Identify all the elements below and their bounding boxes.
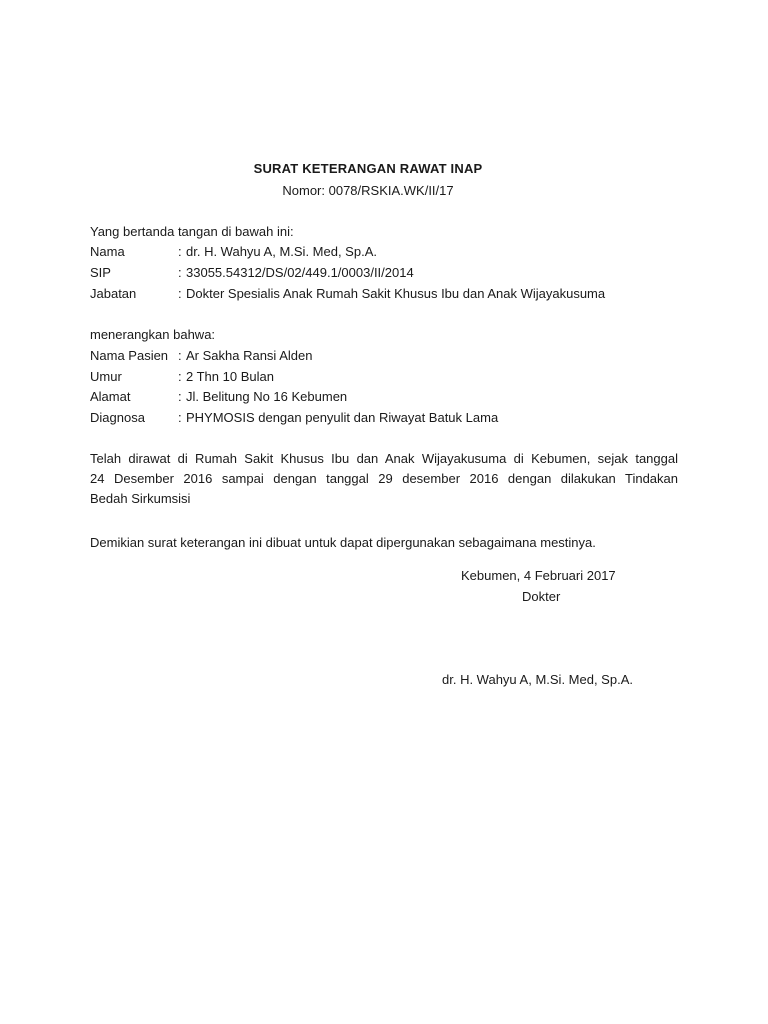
signature-name: dr. H. Wahyu A, M.Si. Med, Sp.A.	[442, 672, 633, 687]
field-value: PHYMOSIS dengan penyulit dan Riwayat Batuk Lama	[186, 410, 499, 425]
field-colon: :	[178, 369, 182, 384]
patient-diagnosis-row	[90, 410, 498, 425]
field-value: Dokter Spesialis Anak Rumah Sakit Khusus Ibu dan Anak Wijayakusuma	[186, 286, 606, 301]
field-value: Jl. Belitung No 16 Kebumen	[186, 389, 348, 404]
field-colon: :	[178, 348, 182, 363]
field-label: Jabatan	[90, 286, 137, 301]
field-label: Nama	[90, 244, 125, 259]
paragraph-line: 24 Desember 2016 sampai dengan tanggal 29 desember 2016 dengan dilakukan Tindakan	[90, 471, 678, 486]
field-colon: :	[178, 410, 182, 425]
letter-number: Nomor: 0078/RSKIA.WK/II/17	[282, 183, 454, 198]
signer-position-row	[90, 286, 605, 301]
treatment-paragraph	[90, 449, 678, 509]
intro-text: Yang bertanda tangan di bawah ini:	[90, 224, 294, 239]
field-colon: :	[178, 286, 182, 301]
field-label: Umur	[90, 369, 122, 384]
place-date: Kebumen, 4 Februari 2017	[461, 568, 616, 583]
paragraph-line: Bedah Sirkumsisi	[90, 491, 191, 506]
patient-name-row	[90, 348, 312, 363]
field-label: Diagnosa	[90, 410, 145, 425]
signer-name-row	[90, 244, 377, 259]
closing-statement: Demikian surat keterangan ini dibuat untuk dapat dipergunakan sebagaimana mestinya.	[90, 535, 596, 550]
field-colon: :	[178, 244, 182, 259]
letter-title: SURAT KETERANGAN RAWAT INAP	[253, 161, 483, 176]
patient-age-row	[90, 369, 274, 384]
field-value: dr. H. Wahyu A, M.Si. Med, Sp.A.	[186, 244, 377, 259]
field-value: 2 Thn 10 Bulan	[186, 369, 274, 384]
field-colon: :	[178, 265, 182, 280]
field-label: Nama Pasien	[90, 348, 169, 363]
states-text: menerangkan bahwa:	[90, 327, 216, 342]
patient-address-row	[90, 389, 347, 404]
field-value: 33055.54312/DS/02/449.1/0003/II/2014	[186, 265, 414, 280]
field-colon: :	[178, 389, 182, 404]
field-label: Alamat	[90, 389, 131, 404]
field-value: Ar Sakha Ransi Alden	[186, 348, 313, 363]
signer-role: Dokter	[522, 589, 561, 604]
paragraph-line: Telah dirawat di Rumah Sakit Khusus Ibu dan Anak Wijayakusuma di Kebumen, sejak tanggal	[90, 451, 678, 466]
signer-sip-row	[90, 265, 414, 280]
field-label: SIP	[90, 265, 111, 280]
